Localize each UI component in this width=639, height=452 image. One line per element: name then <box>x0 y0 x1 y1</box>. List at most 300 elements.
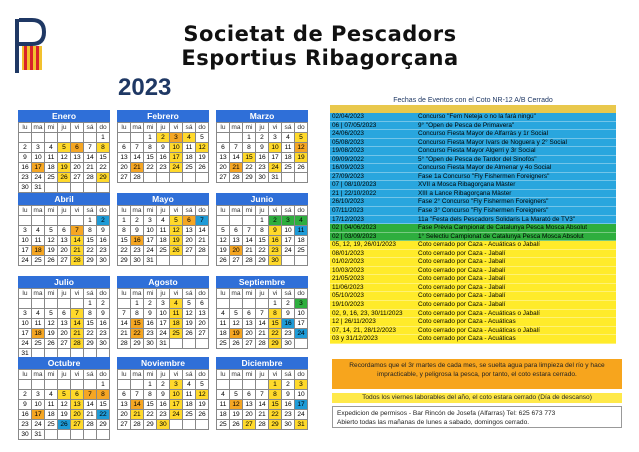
day-cell: 15 <box>131 319 144 329</box>
day-cell: 14 <box>256 400 269 410</box>
day-cell: 3 <box>269 133 282 143</box>
event-date: 02/04/2023 <box>332 113 364 120</box>
empty-day <box>84 133 97 143</box>
event-date: 02, 9, 16, 23, 30/11/2023 <box>332 309 403 317</box>
day-cell: 18 <box>45 410 58 420</box>
day-cell: 21 <box>131 163 144 173</box>
day-cell: 19 <box>230 329 243 339</box>
day-cell: 8 <box>84 226 97 236</box>
day-cell: 28 <box>84 420 97 430</box>
day-cell: 9 <box>256 143 269 153</box>
day-cell: 31 <box>295 420 308 430</box>
day-cell: 27 <box>196 329 209 339</box>
day-cell: 3 <box>32 143 45 153</box>
weekday-header: ju <box>256 289 269 299</box>
day-cell: 27 <box>118 420 131 430</box>
day-cell: 27 <box>183 246 196 256</box>
day-cell: 18 <box>32 329 45 339</box>
event-description: 1° Selectiu Campionat de Catalunya Pesca Mosca Absolut <box>418 232 584 240</box>
day-cell: 19 <box>183 319 196 329</box>
day-cell: 13 <box>230 236 243 246</box>
day-cell: 5 <box>217 226 230 236</box>
month-octubre <box>18 357 110 440</box>
day-cell: 9 <box>19 153 32 163</box>
day-cell: 7 <box>230 143 243 153</box>
title-line-1: Societat de Pescadors <box>183 22 457 46</box>
day-cell: 29 <box>84 339 97 349</box>
day-cell: 20 <box>243 329 256 339</box>
day-cell: 26 <box>58 173 71 183</box>
day-cell: 17 <box>170 153 183 163</box>
rest-day-note: Todos los viernes laborables del año, el coto estara cerrado (Día de descanso) <box>332 393 622 403</box>
day-cell: 11 <box>45 153 58 163</box>
day-cell: 2 <box>144 299 157 309</box>
day-cell: 9 <box>144 309 157 319</box>
day-cell: 7 <box>71 309 84 319</box>
day-cell: 2 <box>269 216 282 226</box>
empty-day <box>217 380 230 390</box>
empty-day <box>45 133 58 143</box>
day-cell: 2 <box>19 143 32 153</box>
event-date: 05, 12, 19, 26/01/2023 <box>332 241 396 249</box>
weekday-header: lu <box>19 206 32 216</box>
day-cell: 12 <box>58 153 71 163</box>
month-days <box>18 288 110 359</box>
event-date: 02 | 03/09/2023 <box>332 232 377 240</box>
day-cell: 29 <box>269 339 282 349</box>
day-cell: 11 <box>32 319 45 329</box>
weekday-header: lu <box>217 206 230 216</box>
day-cell: 13 <box>183 226 196 236</box>
day-cell: 7 <box>71 226 84 236</box>
event-date: 19/08/2023 <box>332 147 364 155</box>
day-cell: 6 <box>118 390 131 400</box>
month-days <box>117 369 209 430</box>
event-description: Fase Prèvia Campionat de Catalunya Pesca Mosca Absolut <box>418 224 588 232</box>
day-cell: 11 <box>282 143 295 153</box>
day-cell: 19 <box>196 153 209 163</box>
day-cell: 15 <box>144 153 157 163</box>
empty-day <box>32 216 45 226</box>
day-cell: 10 <box>170 143 183 153</box>
day-cell: 15 <box>97 400 110 410</box>
event-description: XIII a Lance Ribagorçana Màster <box>418 189 512 197</box>
day-cell: 1 <box>269 299 282 309</box>
day-cell: 2 <box>97 216 110 226</box>
day-cell: 16 <box>97 319 110 329</box>
day-cell: 20 <box>58 329 71 339</box>
day-cell: 10 <box>269 143 282 153</box>
weekday-header: ma <box>230 370 243 380</box>
month-days <box>216 122 308 183</box>
empty-day <box>45 183 58 193</box>
empty-day <box>183 173 196 183</box>
day-cell: 17 <box>295 400 308 410</box>
day-cell: 13 <box>71 153 84 163</box>
weekday-header: sá <box>183 123 196 133</box>
empty-day <box>45 216 58 226</box>
day-cell: 4 <box>183 380 196 390</box>
day-cell: 27 <box>58 256 71 266</box>
weekday-header: sá <box>84 123 97 133</box>
empty-day <box>19 299 32 309</box>
day-cell: 8 <box>97 143 110 153</box>
empty-day <box>71 216 84 226</box>
day-cell: 9 <box>269 226 282 236</box>
day-cell: 17 <box>19 329 32 339</box>
empty-day <box>58 380 71 390</box>
day-cell: 27 <box>230 256 243 266</box>
event-date: 01/02/2023 <box>332 258 364 266</box>
empty-day <box>230 299 243 309</box>
day-cell: 18 <box>170 319 183 329</box>
event-date: 16/09/2023 <box>332 164 364 172</box>
day-cell: 24 <box>295 329 308 339</box>
empty-day <box>58 216 71 226</box>
month-title: Octubre <box>18 357 110 369</box>
day-cell: 16 <box>269 236 282 246</box>
event-date: 05/10/2023 <box>332 292 364 300</box>
day-cell: 25 <box>45 420 58 430</box>
empty-day <box>118 299 131 309</box>
day-cell: 21 <box>84 410 97 420</box>
day-cell: 19 <box>170 236 183 246</box>
empty-day <box>295 173 308 183</box>
day-cell: 11 <box>45 400 58 410</box>
weekday-header: vi <box>269 123 282 133</box>
event-row <box>330 233 616 242</box>
day-cell: 12 <box>196 390 209 400</box>
day-cell: 26 <box>45 339 58 349</box>
day-cell: 17 <box>32 163 45 173</box>
event-description: Coto cerrado por Caza - Jabalí <box>418 249 506 257</box>
month-diciembre <box>216 357 308 430</box>
empty-day <box>196 173 209 183</box>
event-description: Fase 1a Concurso "Fly Fishermen Foreigners" <box>418 172 550 180</box>
day-cell: 25 <box>217 420 230 430</box>
day-cell: 9 <box>97 309 110 319</box>
empty-day <box>282 256 295 266</box>
weekday-header: do <box>97 370 110 380</box>
day-cell: 18 <box>217 410 230 420</box>
event-date: 10/03/2023 <box>332 266 364 274</box>
day-cell: 15 <box>144 400 157 410</box>
day-cell: 23 <box>256 163 269 173</box>
weekday-header: mi <box>45 289 58 299</box>
day-cell: 1 <box>97 380 110 390</box>
day-cell: 30 <box>269 256 282 266</box>
day-cell: 3 <box>170 380 183 390</box>
month-title: Marzo <box>216 110 308 122</box>
day-cell: 13 <box>58 319 71 329</box>
day-cell: 24 <box>157 329 170 339</box>
empty-day <box>58 299 71 309</box>
weekday-header: sá <box>183 206 196 216</box>
month-title: Diciembre <box>216 357 308 369</box>
day-cell: 13 <box>118 400 131 410</box>
event-row <box>330 224 616 233</box>
empty-day <box>282 173 295 183</box>
day-cell: 1 <box>144 133 157 143</box>
day-cell: 13 <box>71 400 84 410</box>
event-row <box>330 122 616 131</box>
month-days <box>117 205 209 266</box>
day-cell: 20 <box>196 319 209 329</box>
event-row <box>330 207 616 216</box>
day-cell: 21 <box>71 329 84 339</box>
day-cell: 6 <box>196 299 209 309</box>
day-cell: 23 <box>19 173 32 183</box>
weekday-header: sá <box>84 289 97 299</box>
day-cell: 16 <box>19 410 32 420</box>
event-row <box>330 139 616 148</box>
empty-day <box>295 256 308 266</box>
day-cell: 4 <box>45 390 58 400</box>
weekday-header: ma <box>131 370 144 380</box>
day-cell: 10 <box>32 400 45 410</box>
empty-day <box>230 380 243 390</box>
day-cell: 29 <box>269 420 282 430</box>
event-row <box>330 284 616 293</box>
empty-day <box>196 339 209 349</box>
empty-day <box>118 133 131 143</box>
day-cell: 2 <box>282 380 295 390</box>
day-cell: 20 <box>243 410 256 420</box>
day-cell: 30 <box>256 173 269 183</box>
day-cell: 2 <box>256 133 269 143</box>
day-cell: 8 <box>269 390 282 400</box>
day-cell: 5 <box>58 143 71 153</box>
month-days <box>216 288 308 349</box>
weekday-header: sá <box>282 123 295 133</box>
day-cell: 21 <box>118 329 131 339</box>
day-cell: 24 <box>282 246 295 256</box>
weekday-header: ju <box>157 289 170 299</box>
day-cell: 18 <box>45 163 58 173</box>
weekday-header: do <box>196 289 209 299</box>
day-cell: 5 <box>230 390 243 400</box>
day-cell: 4 <box>170 299 183 309</box>
day-cell: 1 <box>256 216 269 226</box>
weekday-header: ju <box>58 123 71 133</box>
event-description: XVII a Mosca Ribagorçana Màster <box>418 181 516 189</box>
weekday-header: ma <box>131 123 144 133</box>
day-cell: 18 <box>183 400 196 410</box>
empty-day <box>32 380 45 390</box>
weekday-header: lu <box>19 289 32 299</box>
month-days <box>18 122 110 193</box>
weekday-header: mi <box>243 123 256 133</box>
event-description: Coto cerrado por Caza - Jabalí <box>418 283 506 291</box>
event-row <box>330 216 616 225</box>
empty-day <box>170 420 183 430</box>
event-row <box>330 267 616 276</box>
weekday-header: vi <box>269 289 282 299</box>
day-cell: 1 <box>269 380 282 390</box>
day-cell: 23 <box>131 246 144 256</box>
event-description: 9° "Open de Pesca de Primavera" <box>418 121 515 129</box>
event-date: 21 | 22/10/2022 <box>332 189 377 197</box>
day-cell: 24 <box>170 410 183 420</box>
day-cell: 13 <box>217 153 230 163</box>
day-cell: 30 <box>19 430 32 440</box>
day-cell: 20 <box>71 410 84 420</box>
day-cell: 24 <box>19 339 32 349</box>
empty-day <box>170 173 183 183</box>
empty-day <box>58 133 71 143</box>
day-cell: 27 <box>243 420 256 430</box>
month-mayo <box>117 193 209 266</box>
event-description: Coto cerrado por Caza - Acuáticas <box>418 318 516 326</box>
weekday-header: do <box>97 206 110 216</box>
empty-day <box>131 380 144 390</box>
event-row <box>330 173 616 182</box>
day-cell: 30 <box>131 256 144 266</box>
day-cell: 17 <box>19 246 32 256</box>
day-cell: 17 <box>295 319 308 329</box>
day-cell: 31 <box>144 256 157 266</box>
weekday-header: ma <box>230 206 243 216</box>
day-cell: 12 <box>58 400 71 410</box>
empty-day <box>183 256 196 266</box>
day-cell: 13 <box>243 319 256 329</box>
day-cell: 11 <box>217 319 230 329</box>
day-cell: 25 <box>183 163 196 173</box>
day-cell: 15 <box>97 153 110 163</box>
weekday-header: mi <box>45 123 58 133</box>
day-cell: 8 <box>84 309 97 319</box>
day-cell: 3 <box>282 216 295 226</box>
day-cell: 31 <box>19 349 32 359</box>
weekday-header: lu <box>217 370 230 380</box>
day-cell: 13 <box>58 236 71 246</box>
day-cell: 7 <box>196 216 209 226</box>
day-cell: 23 <box>269 246 282 256</box>
day-cell: 27 <box>118 173 131 183</box>
day-cell: 1 <box>144 380 157 390</box>
event-row <box>330 310 616 319</box>
weekday-header: mi <box>144 206 157 216</box>
empty-day <box>71 299 84 309</box>
day-cell: 14 <box>71 319 84 329</box>
day-cell: 16 <box>19 163 32 173</box>
day-cell: 26 <box>230 339 243 349</box>
weekday-header: ju <box>256 370 269 380</box>
day-cell: 29 <box>118 256 131 266</box>
day-cell: 2 <box>157 133 170 143</box>
day-cell: 8 <box>269 309 282 319</box>
day-cell: 16 <box>157 153 170 163</box>
weekday-header: vi <box>269 370 282 380</box>
day-cell: 1 <box>97 133 110 143</box>
event-date: 09/09/2022 <box>332 155 364 163</box>
day-cell: 19 <box>230 410 243 420</box>
empty-day <box>243 216 256 226</box>
month-title: Mayo <box>117 193 209 205</box>
empty-day <box>196 256 209 266</box>
weekday-header: lu <box>217 289 230 299</box>
day-cell: 17 <box>269 153 282 163</box>
day-cell: 11 <box>217 400 230 410</box>
weekday-header: mi <box>243 206 256 216</box>
event-row <box>330 318 616 327</box>
day-cell: 26 <box>196 163 209 173</box>
day-cell: 23 <box>157 163 170 173</box>
day-cell: 22 <box>84 329 97 339</box>
weekday-header: ma <box>131 289 144 299</box>
day-cell: 27 <box>58 339 71 349</box>
event-description: Concurso Fiesta Mayor Algerri y 3r Social <box>418 147 536 155</box>
month-title: Junio <box>216 193 308 205</box>
day-cell: 3 <box>295 299 308 309</box>
day-cell: 5 <box>45 226 58 236</box>
day-cell: 17 <box>144 236 157 246</box>
day-cell: 7 <box>243 226 256 236</box>
day-cell: 16 <box>282 400 295 410</box>
empty-day <box>58 430 71 440</box>
day-cell: 5 <box>295 133 308 143</box>
events-panel <box>330 96 616 344</box>
event-row <box>330 327 616 336</box>
day-cell: 10 <box>282 226 295 236</box>
day-cell: 21 <box>243 246 256 256</box>
event-description: Fase 3° Concurso "Fly Fishermen Foreigners" <box>418 207 549 215</box>
month-agosto <box>117 276 209 349</box>
day-cell: 8 <box>144 390 157 400</box>
day-cell: 14 <box>84 153 97 163</box>
day-cell: 17 <box>157 319 170 329</box>
day-cell: 5 <box>45 309 58 319</box>
day-cell: 12 <box>45 236 58 246</box>
event-row <box>330 164 616 173</box>
day-cell: 22 <box>118 246 131 256</box>
event-description: 5° "Open de Pesca de Tardor del Sinofòs" <box>418 155 537 163</box>
day-cell: 16 <box>144 319 157 329</box>
day-cell: 28 <box>118 339 131 349</box>
day-cell: 22 <box>84 246 97 256</box>
day-cell: 31 <box>32 183 45 193</box>
event-description: Concurso "Fem Neteja o no la fará ningú" <box>418 113 536 120</box>
day-cell: 10 <box>295 390 308 400</box>
day-cell: 1 <box>84 299 97 309</box>
event-row <box>330 241 616 250</box>
day-cell: 7 <box>131 390 144 400</box>
event-row <box>330 250 616 259</box>
weekday-header: sá <box>84 206 97 216</box>
day-cell: 14 <box>84 400 97 410</box>
weekday-header: do <box>295 289 308 299</box>
day-cell: 15 <box>243 153 256 163</box>
day-cell: 16 <box>256 153 269 163</box>
event-date: 02 | 04/06/2023 <box>332 224 377 232</box>
event-date: 03 y 31/12/2023 <box>332 335 378 343</box>
empty-day <box>144 173 157 183</box>
day-cell: 12 <box>45 319 58 329</box>
day-cell: 3 <box>19 226 32 236</box>
weekday-header: ma <box>230 289 243 299</box>
empty-day <box>183 420 196 430</box>
day-cell: 25 <box>282 163 295 173</box>
event-row <box>330 130 616 139</box>
weekday-header: vi <box>170 370 183 380</box>
day-cell: 21 <box>196 236 209 246</box>
weekday-header: do <box>196 370 209 380</box>
weekday-header: ju <box>58 289 71 299</box>
day-cell: 17 <box>170 400 183 410</box>
month-days <box>18 205 110 266</box>
day-cell: 28 <box>84 173 97 183</box>
day-cell: 19 <box>45 246 58 256</box>
